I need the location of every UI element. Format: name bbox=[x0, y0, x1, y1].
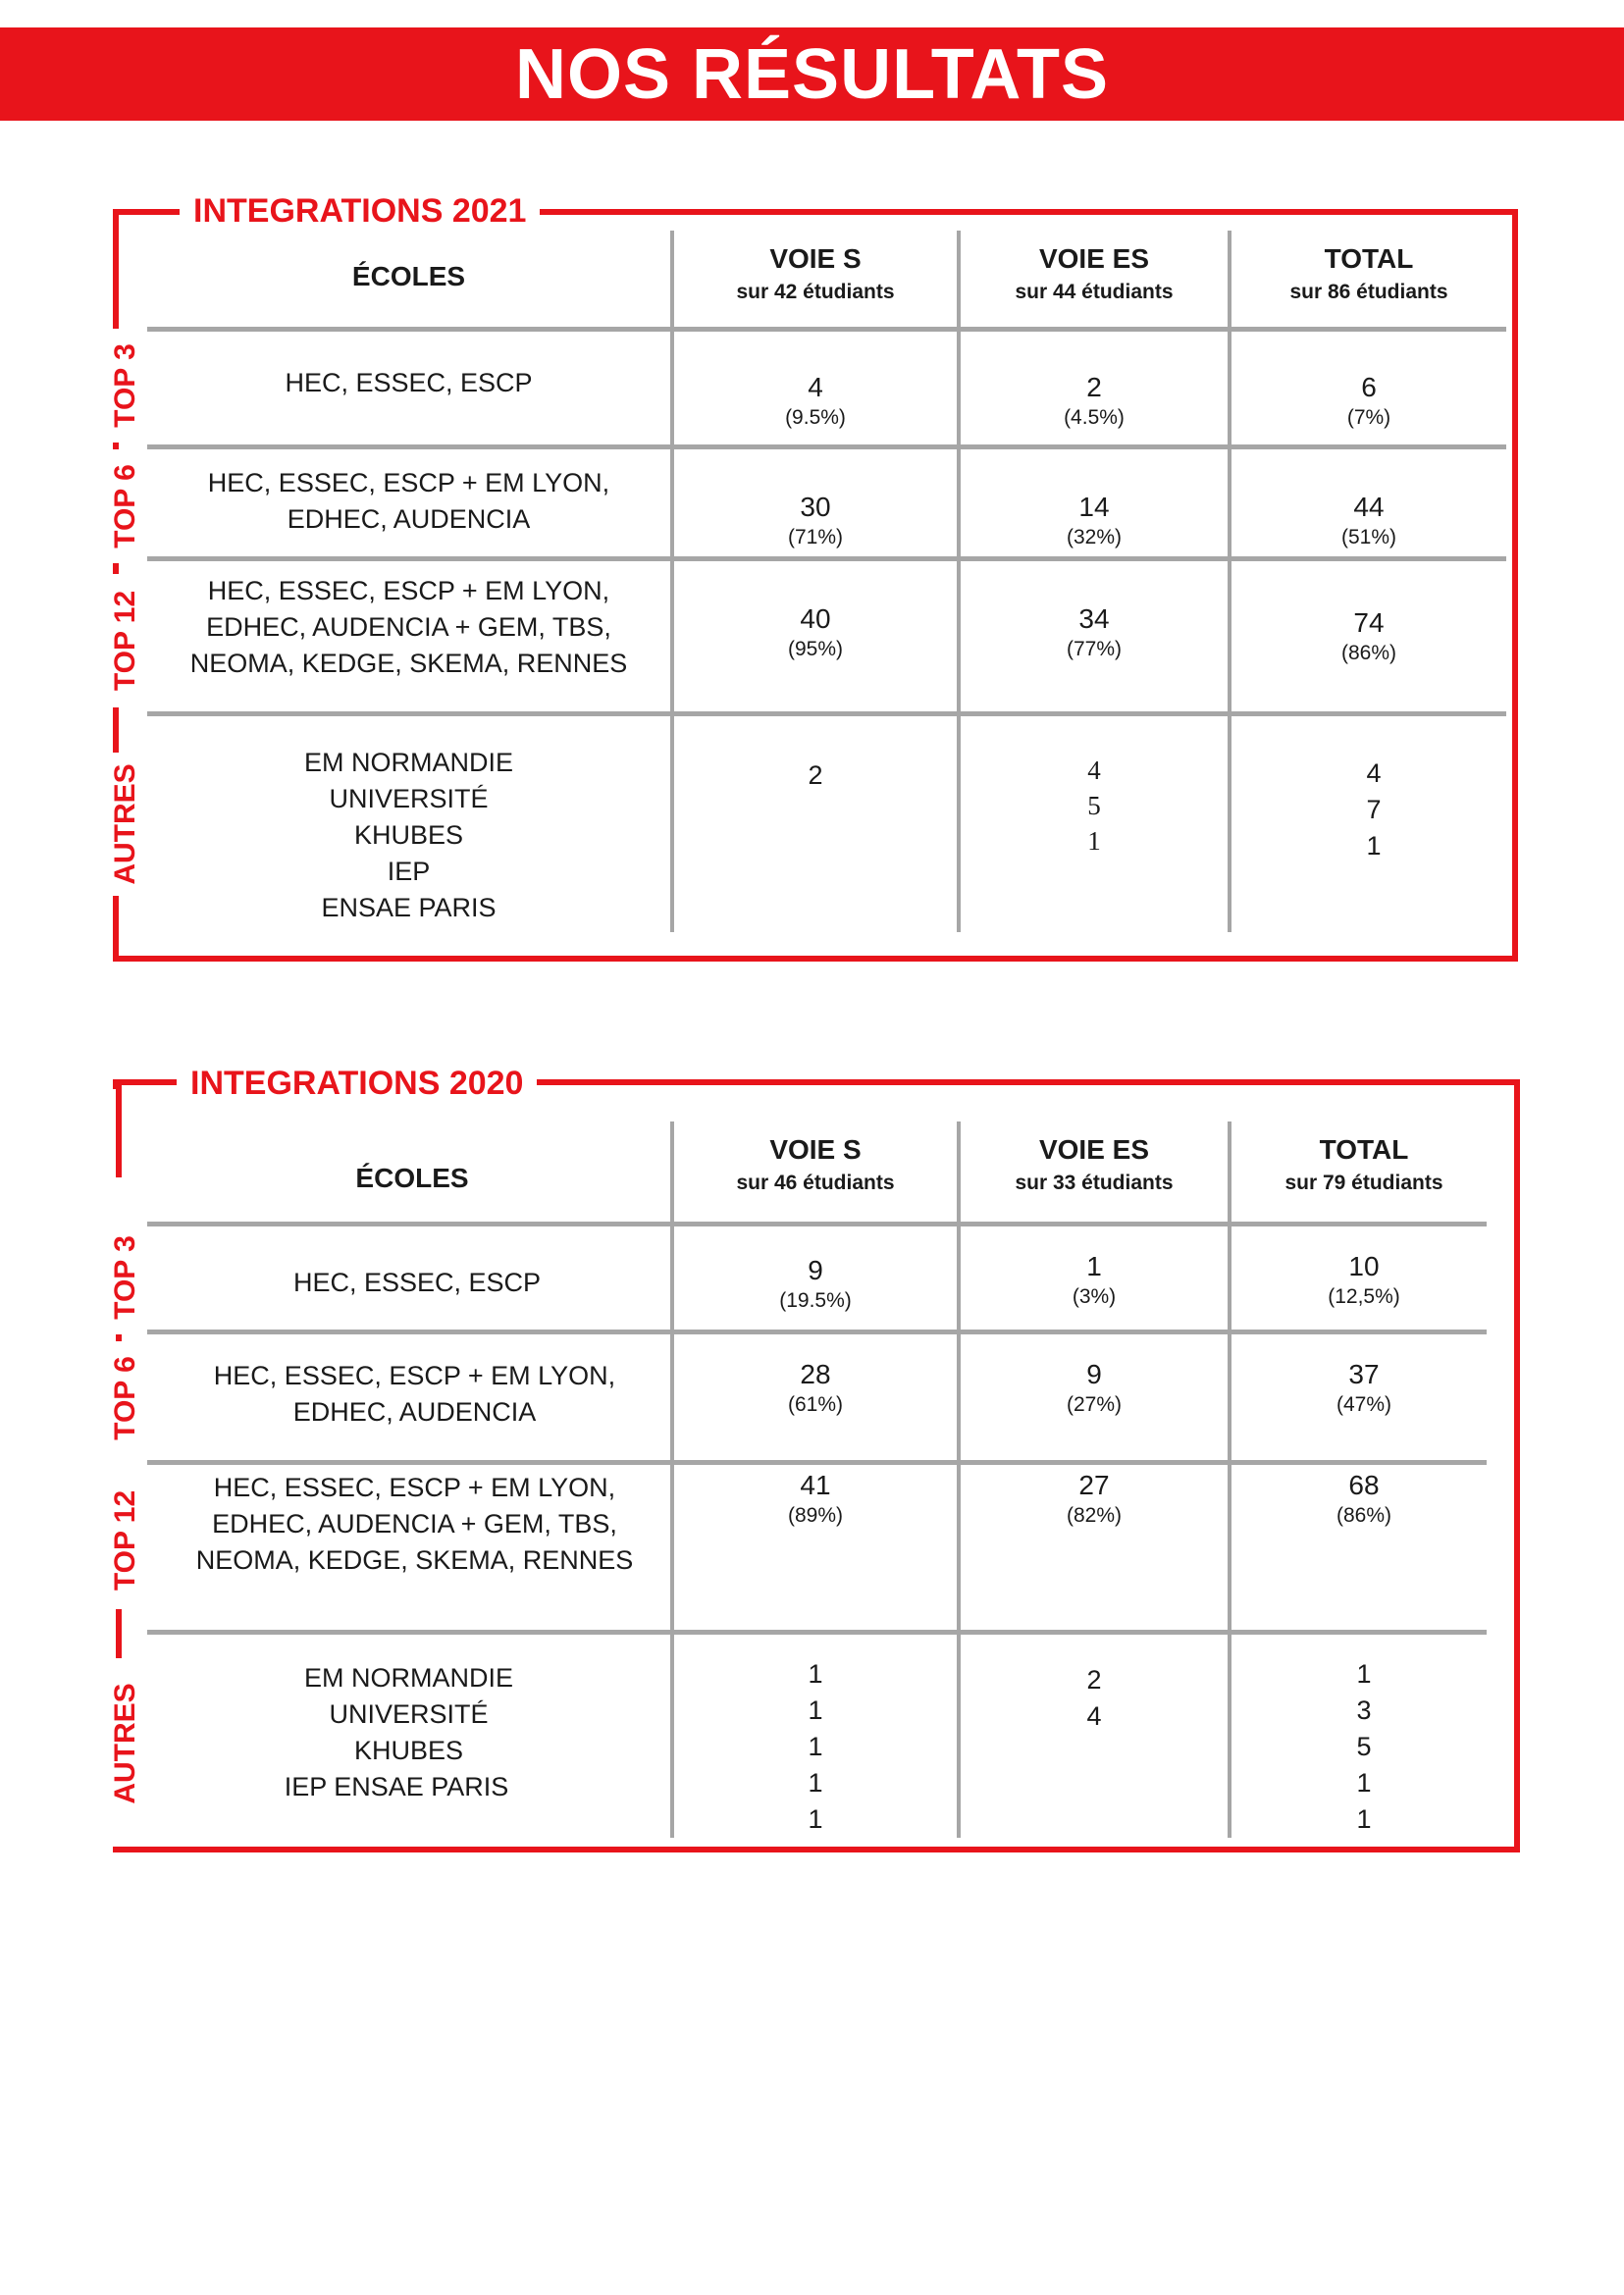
result-count: 37 bbox=[1348, 1359, 1380, 1389]
header-label: TOTAL bbox=[1319, 1134, 1409, 1165]
result-count: 6 bbox=[1361, 372, 1377, 402]
page-title-banner bbox=[0, 27, 1624, 121]
result-stack bbox=[961, 753, 1228, 859]
header-voie-s bbox=[674, 1134, 957, 1195]
stack-value: 2 bbox=[1086, 1665, 1102, 1695]
result-count: 30 bbox=[800, 492, 831, 522]
school-line: UNIVERSITÉ bbox=[329, 1699, 489, 1729]
header-sub: sur 86 étudiants bbox=[1289, 281, 1448, 303]
school-line: NEOMA, KEDGE, SKEMA, RENNES bbox=[195, 1545, 634, 1575]
header-ecoles: ÉCOLES bbox=[351, 261, 466, 291]
result-cell bbox=[961, 1469, 1228, 1530]
school-line: IEP bbox=[387, 857, 431, 886]
school-line: UNIVERSITÉ bbox=[329, 784, 489, 813]
result-percent: (77%) bbox=[1066, 638, 1123, 660]
result-cell bbox=[1231, 1469, 1496, 1530]
header-sub: sur 79 étudiants bbox=[1284, 1172, 1443, 1194]
school-line: KHUBES bbox=[353, 1736, 464, 1765]
result-percent: (89%) bbox=[787, 1504, 844, 1527]
school-line: HEC, ESSEC, ESCP bbox=[292, 1268, 542, 1297]
side-label-top12: TOP 12 bbox=[106, 574, 145, 707]
result-cell bbox=[1231, 1358, 1496, 1419]
result-count: 9 bbox=[1086, 1359, 1102, 1389]
header-sub: sur 33 étudiants bbox=[1015, 1172, 1174, 1194]
school-line: EM NORMANDIE bbox=[303, 748, 513, 777]
header-ecoles: ÉCOLES bbox=[355, 1163, 469, 1193]
header-label: VOIE S bbox=[769, 1134, 862, 1165]
section-frame-bottom bbox=[142, 1847, 1520, 1852]
side-label-top6: TOP 6 bbox=[106, 1341, 145, 1455]
school-line: HEC, ESSEC, ESCP bbox=[285, 368, 533, 397]
stack-value: 1 bbox=[1087, 826, 1101, 856]
result-cell bbox=[674, 491, 957, 551]
result-count: 41 bbox=[800, 1470, 831, 1500]
stack-value: 1 bbox=[1356, 1659, 1372, 1689]
stack-value: 4 bbox=[1087, 756, 1101, 785]
school-line: EDHEC, AUDENCIA + GEM, TBS, bbox=[206, 612, 611, 642]
result-count: 10 bbox=[1348, 1251, 1380, 1281]
result-percent: (71%) bbox=[787, 526, 844, 548]
result-count: 4 bbox=[808, 372, 823, 402]
row-schools bbox=[147, 1470, 682, 1579]
result-percent: (4.5%) bbox=[1064, 406, 1125, 429]
grid-line bbox=[147, 711, 1506, 716]
result-count: 27 bbox=[1078, 1470, 1110, 1500]
grid-line bbox=[147, 444, 1506, 449]
result-stack bbox=[961, 1662, 1228, 1735]
result-percent: (95%) bbox=[787, 638, 844, 660]
header-voie-es bbox=[961, 243, 1228, 304]
result-cell bbox=[1231, 491, 1506, 551]
result-cell bbox=[961, 1358, 1228, 1419]
row-schools bbox=[147, 745, 670, 926]
school-line: HEC, ESSEC, ESCP + EM LYON, bbox=[213, 1473, 616, 1502]
result-percent: (12,5%) bbox=[1328, 1285, 1400, 1308]
header-total bbox=[1231, 1134, 1496, 1195]
result-count: 9 bbox=[808, 1255, 823, 1285]
header-label: VOIE ES bbox=[1038, 243, 1150, 274]
result-stack bbox=[1231, 756, 1516, 864]
result-count: 1 bbox=[1086, 1251, 1102, 1281]
result-percent: (27%) bbox=[1066, 1393, 1123, 1416]
section-frame-left bbox=[116, 1609, 122, 1658]
stack-value: 4 bbox=[1086, 1701, 1102, 1731]
header-total bbox=[1231, 243, 1506, 304]
stack-value: 1 bbox=[808, 1695, 823, 1725]
header-sub: sur 44 étudiants bbox=[1015, 281, 1174, 303]
result-cell bbox=[1231, 606, 1506, 667]
result-cell bbox=[1231, 371, 1506, 432]
side-label-top6: TOP 6 bbox=[106, 449, 145, 563]
stack-value: 1 bbox=[808, 1732, 823, 1761]
result-cell bbox=[961, 371, 1228, 432]
stack-value: 3 bbox=[1356, 1695, 1372, 1725]
result-cell bbox=[674, 1469, 957, 1530]
side-label-top3: TOP 3 bbox=[106, 1221, 145, 1334]
result-cell bbox=[961, 1250, 1228, 1311]
grid-line bbox=[147, 556, 1506, 561]
result-percent: (3%) bbox=[1072, 1285, 1117, 1308]
result-cell bbox=[674, 371, 957, 432]
row-schools bbox=[147, 465, 670, 538]
result-stack bbox=[674, 1656, 957, 1838]
row-schools bbox=[147, 365, 670, 401]
result-count: 68 bbox=[1348, 1470, 1380, 1500]
school-line: ENSAE PARIS bbox=[321, 893, 497, 922]
result-cell bbox=[674, 1358, 957, 1419]
grid-line bbox=[147, 327, 1506, 332]
school-line: EDHEC, AUDENCIA + GEM, TBS, bbox=[212, 1509, 617, 1539]
result-count: 40 bbox=[800, 603, 831, 634]
result-stack bbox=[1231, 1656, 1496, 1838]
header-label: VOIE S bbox=[769, 243, 862, 274]
header-sub: sur 46 étudiants bbox=[736, 1172, 895, 1194]
grid-line bbox=[670, 231, 674, 932]
grid-line bbox=[147, 1222, 1487, 1226]
stack-value: 1 bbox=[808, 1768, 823, 1798]
result-percent: (32%) bbox=[1066, 526, 1123, 548]
stack-value: 1 bbox=[808, 1659, 823, 1689]
result-count: 44 bbox=[1353, 492, 1385, 522]
section-title: INTEGRATIONS 2020 bbox=[177, 1065, 537, 1103]
result-count: 34 bbox=[1078, 603, 1110, 634]
stack-value: 2 bbox=[808, 760, 823, 790]
result-count: 28 bbox=[800, 1359, 831, 1389]
school-line: HEC, ESSEC, ESCP + EM LYON, bbox=[207, 576, 610, 605]
stack-value: 1 bbox=[808, 1804, 823, 1834]
result-percent: (47%) bbox=[1336, 1393, 1392, 1416]
row-schools bbox=[147, 573, 670, 682]
result-percent: (7%) bbox=[1346, 406, 1391, 429]
header-label: TOTAL bbox=[1324, 243, 1414, 274]
side-label-autres: AUTRES bbox=[106, 1672, 145, 1815]
result-percent: (82%) bbox=[1066, 1504, 1123, 1527]
result-percent: (9.5%) bbox=[785, 406, 846, 429]
stack-value: 5 bbox=[1087, 791, 1101, 820]
result-count: 14 bbox=[1078, 492, 1110, 522]
stack-value: 5 bbox=[1356, 1732, 1372, 1761]
stack-value: 1 bbox=[1366, 831, 1382, 861]
result-cell bbox=[1231, 1250, 1496, 1311]
result-cell bbox=[961, 491, 1228, 551]
result-stack bbox=[674, 757, 957, 794]
result-percent: (19.5%) bbox=[779, 1289, 852, 1312]
grid-line bbox=[147, 1630, 1487, 1635]
school-line: IEP ENSAE PARIS bbox=[284, 1772, 509, 1801]
result-cell bbox=[961, 602, 1228, 663]
result-cell bbox=[674, 602, 957, 663]
header-voie-es bbox=[961, 1134, 1228, 1195]
header-label: VOIE ES bbox=[1038, 1134, 1150, 1165]
result-percent: (86%) bbox=[1340, 642, 1397, 664]
result-cell bbox=[674, 1254, 957, 1315]
stack-value: 7 bbox=[1366, 795, 1382, 824]
stack-value: 1 bbox=[1356, 1768, 1372, 1798]
page-title: NOS RÉSULTATS bbox=[515, 34, 1109, 114]
row-schools bbox=[147, 1358, 682, 1431]
side-label-autres: AUTRES bbox=[106, 753, 145, 896]
side-label-top3: TOP 3 bbox=[106, 329, 145, 443]
row-schools bbox=[147, 1660, 670, 1805]
section-title: INTEGRATIONS 2021 bbox=[180, 192, 540, 231]
school-line: HEC, ESSEC, ESCP + EM LYON, bbox=[213, 1361, 616, 1390]
school-line: EDHEC, AUDENCIA bbox=[287, 504, 531, 534]
result-count: 74 bbox=[1353, 607, 1385, 638]
result-percent: (51%) bbox=[1340, 526, 1397, 548]
grid-line bbox=[147, 1460, 1487, 1465]
side-label-top12: TOP 12 bbox=[106, 1474, 145, 1607]
school-line: EM NORMANDIE bbox=[303, 1663, 513, 1693]
result-count: 2 bbox=[1086, 372, 1102, 402]
grid-line bbox=[147, 1330, 1487, 1334]
result-percent: (86%) bbox=[1336, 1504, 1392, 1527]
header-voie-s bbox=[674, 243, 957, 304]
row-schools bbox=[147, 1265, 687, 1301]
header-sub: sur 42 étudiants bbox=[736, 281, 895, 303]
school-line: HEC, ESSEC, ESCP + EM LYON, bbox=[207, 468, 610, 497]
school-line: NEOMA, KEDGE, SKEMA, RENNES bbox=[189, 649, 628, 678]
stack-value: 1 bbox=[1356, 1804, 1372, 1834]
school-line: EDHEC, AUDENCIA bbox=[292, 1397, 537, 1427]
section-frame-left bbox=[116, 1079, 122, 1177]
result-percent: (61%) bbox=[787, 1393, 844, 1416]
school-line: KHUBES bbox=[353, 820, 464, 850]
stack-value: 4 bbox=[1366, 758, 1382, 788]
